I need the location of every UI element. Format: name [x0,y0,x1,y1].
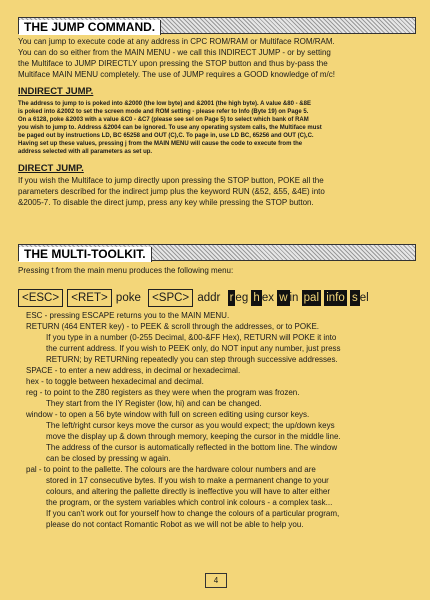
addr-label: addr [197,292,221,304]
toolkit-line-10: window - to open a 56 byte window with full on screen editing using cursor keys. [26,410,310,419]
toolkit-line-20: please do not contact Romantic Robot as we will not be able to help you. [46,520,304,529]
toolkit-menu [18,289,369,307]
hex-option [251,292,274,304]
toolkit-line-14: can be closed by pressing w again. [46,454,171,463]
jump-command-heading: THE JUMP COMMAND. [19,20,161,35]
indirect-line-2: is poked into &2002 to set the screen mode and ROM setting - please refer to Info (Byte 19) on Page 5. [18,109,309,115]
toolkit-line-18: the program, or the system variables which control ink colours - a complex task... [46,498,333,507]
jump-command-heading-bar [18,17,416,34]
indirect-line-7: address selected with all parameters as set up. [18,149,153,155]
page-number: 4 [205,573,227,588]
reg-option [228,292,249,304]
indirect-line-6: Having set up these values, pressing j from the MAIN MENU will cause the code to execute from the [18,141,303,147]
pal-option: pal [303,292,320,304]
direct-line-3: &2005-7. To disable the direct jump, press any key while pressing the STOP button. [18,198,314,207]
toolkit-line-5: RETURN; by RETURNing repeatedly you can step through successive addresses. [46,355,338,364]
toolkit-line-9: They start from the IY Register (low, hi) and can be changed. [46,399,262,408]
sel-hotkey: s [351,292,358,304]
indirect-line-1: The address to jump to is poked into &2000 (the low byte) and &2001 (the high byte). A value &80 - &8E [18,101,311,107]
win-option [277,292,298,304]
multi-toolkit-heading-bar [18,244,416,261]
toolkit-line-15: pal - to point to the pallette. The colours are the hardware colour numbers and are [26,465,316,474]
toolkit-line-19: If you can't work out for yourself how to change the colours of a particular program, [46,509,340,518]
indirect-line-4: you wish to jump to. Address &2004 can be ignored. To use any operating system calls, the Multiface must [18,125,322,131]
toolkit-line-2: RETURN (464 ENTER key) - to PEEK & scroll through the addresses, or to POKE. [26,322,319,331]
indirect-line-5: be paged out by instructions LD, BC 65258 and OUT (C),C. To page in, use LD BC, 65256 and OUT (C),C. [18,133,314,139]
toolkit-line-3: If you type in a number (0-255 Decimal, &00-&FF Hex), RETURN will POKE it into [46,333,337,342]
toolkit-line-13: The address of the cursor is automatically reflected in the bottom line. The window [46,443,338,452]
esc-key: <ESC> [18,289,63,307]
toolkit-line-11: The left/right cursor keys move the cursor as you would expect; the up/down keys [46,421,335,430]
toolkit-line-12: move the display up & down through memory, keeping the cursor in the middle line. [46,432,341,441]
sel-option [350,292,369,304]
hex-label: ex [261,292,274,304]
direct-line-1: If you wish the Multiface to jump directly upon pressing the STOP button, POKE all the [18,176,324,185]
toolkit-line-8: reg - to point to the Z80 registers as they were when the program was frozen. [26,388,300,397]
toolkit-line-17: colours, and altering the pallette directly is ineffective you will have to alter either [46,487,331,496]
jump-intro-line-2: You can do so either from the MAIN MENU - we call this INDIRECT JUMP - or by setting [18,48,331,57]
reg-hotkey: r [229,292,234,304]
spc-key: <SPC> [148,289,193,307]
toolkit-intro: Pressing t from the main menu produces the following menu: [18,266,234,275]
sel-label: el [359,292,369,304]
direct-line-2: parameters described for the indirect jump plus the keyword RUN (&52, &55, &4E) into [18,187,325,196]
ret-key: <RET> [67,289,111,307]
hex-hotkey: h [253,292,260,304]
direct-jump-heading: DIRECT JUMP. [18,163,84,174]
reg-label: eg [235,292,249,304]
toolkit-line-7: hex - to toggle between hexadecimal and decimal. [26,377,204,386]
poke-label: poke [115,292,141,304]
jump-intro-line-1: You can jump to execute code at any address in CPC ROM/RAM or Multiface ROM/RAM. [18,37,335,46]
indirect-line-3: On a 6128, poke &2003 with a value &C0 - &C7 (please see sel on Page 5) to select which bank of RAM [18,117,309,123]
toolkit-line-16: stored in 17 consecutive bytes. If you wish to make a permanent change to your [46,476,329,485]
toolkit-line-6: SPACE - to enter a new address, in decimal or hexadecimal. [26,366,241,375]
indirect-jump-heading: INDIRECT JUMP. [18,86,94,97]
multi-toolkit-heading: THE MULTI-TOOLKIT. [19,247,152,262]
info-option: info [326,292,345,304]
jump-intro-line-4: Multiface MAIN MENU completely. The use of JUMP requires a GOOD knowledge of m/c! [18,70,335,79]
win-label: in [289,292,299,304]
toolkit-line-4: the current address. If you wish to PEEK only, do NOT input any number, just press [46,344,341,353]
win-hotkey: w [279,292,288,304]
toolkit-line-1: ESC - pressing ESCAPE returns you to the MAIN MENU. [26,311,230,320]
jump-intro-line-3: the Multiface to JUMP DIRECTLY upon pressing the STOP button and thus by-pass the [18,59,328,68]
